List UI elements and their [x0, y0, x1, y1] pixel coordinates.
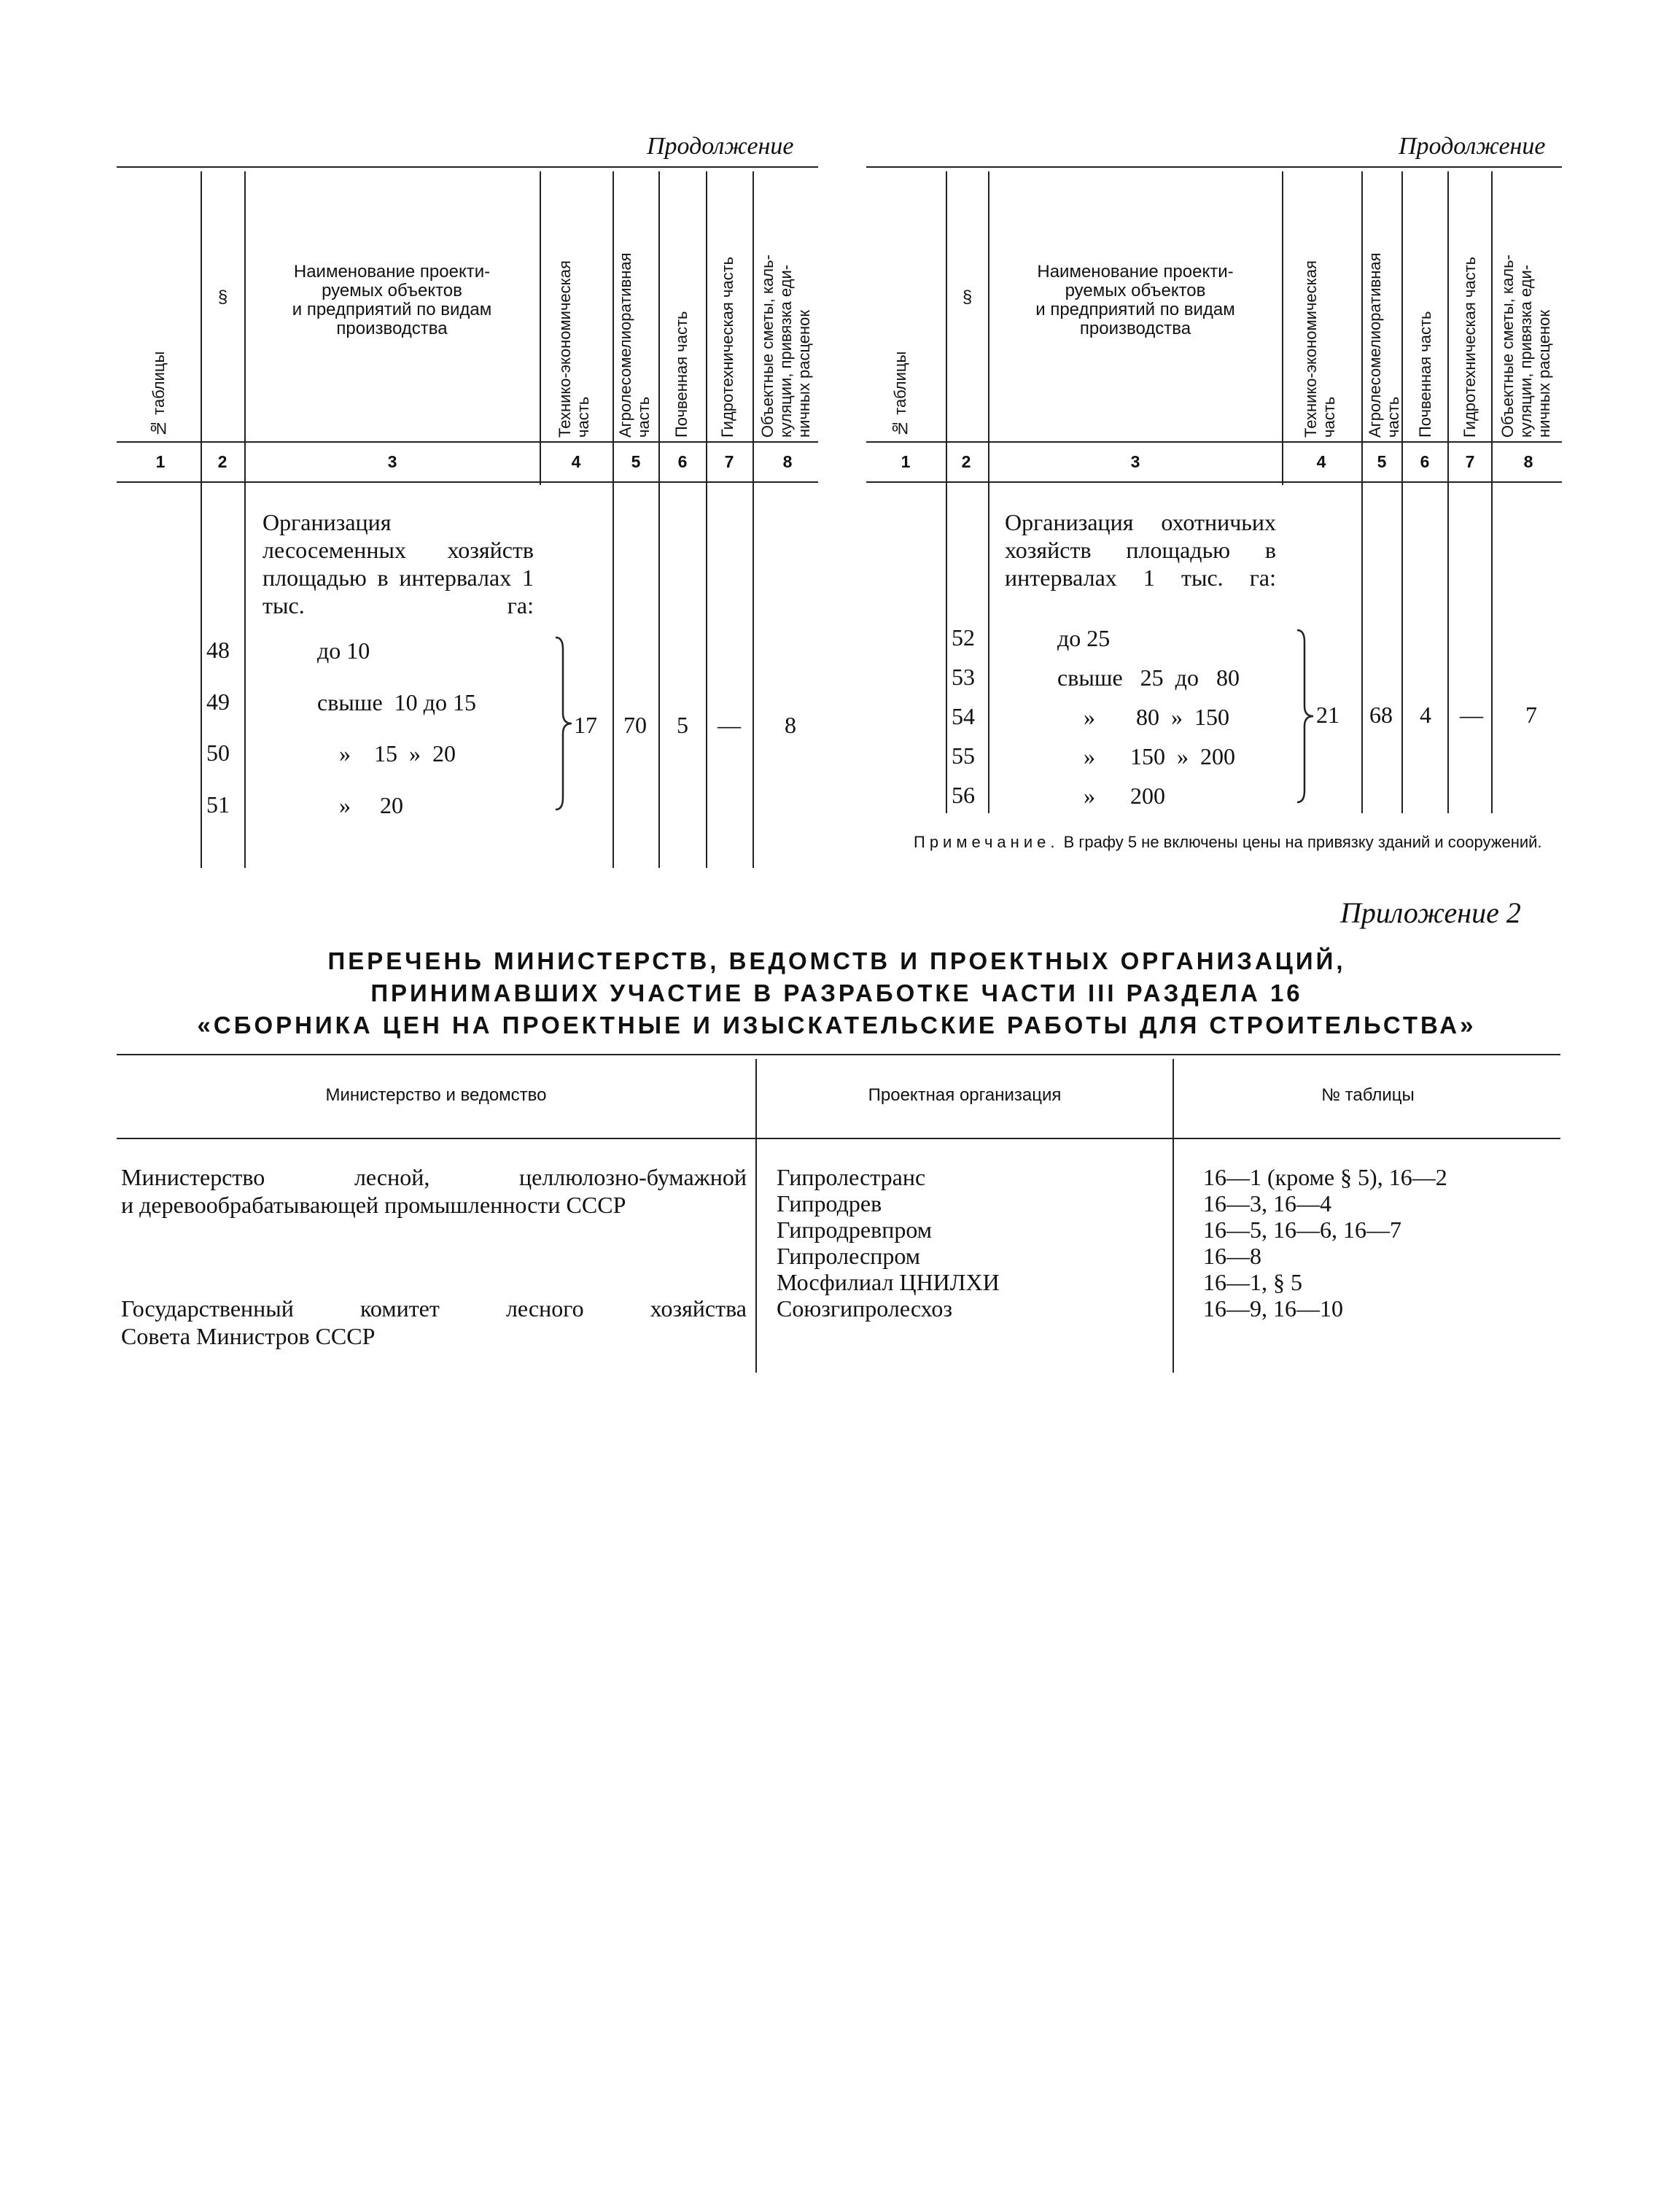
appendix-header-table-no: № таблицы — [1321, 1085, 1415, 1105]
right-table-top-rule — [866, 166, 1562, 168]
left-col-number: 1 — [155, 452, 166, 471]
right-col-number: 8 — [1523, 452, 1533, 471]
left-row-number: 49 — [206, 688, 230, 715]
right-col-number: 5 — [1377, 452, 1387, 471]
right-header-hydro: Гидротехническая часть — [1461, 256, 1479, 438]
right-row-label: » 200 — [1084, 783, 1165, 809]
right-row-number: 54 — [952, 703, 975, 729]
left-value-estimates: 8 — [785, 712, 796, 738]
left-table-header-rule — [117, 441, 818, 443]
right-col-number: 7 — [1465, 452, 1475, 471]
appendix-table-ref: 16—9, 16—10 — [1203, 1295, 1343, 1322]
appendix-header-organization: Проектная организация — [868, 1085, 1062, 1105]
left-header-estimates: Объектные сметы, каль- куляции, привязка еди- ничных расценок — [758, 255, 813, 438]
right-header-section: § — [962, 287, 973, 307]
right-brace — [1294, 627, 1316, 806]
left-row-number: 50 — [206, 740, 230, 766]
right-row-number: 56 — [952, 782, 975, 808]
left-header-section: § — [217, 287, 228, 307]
appendix-table-top-rule — [117, 1054, 1560, 1055]
right-col-number: 1 — [901, 452, 911, 471]
left-col-number: 8 — [782, 452, 793, 471]
left-row-label: » 15 » 20 — [339, 740, 456, 767]
left-table-divider — [201, 171, 202, 868]
left-row-number: 48 — [206, 637, 230, 663]
right-value-tech: 21 — [1316, 702, 1339, 728]
right-value-hydro: — — [1460, 702, 1483, 728]
right-header-agro: Агролесомелиоративная часть — [1366, 252, 1402, 438]
right-col-number: 4 — [1316, 452, 1326, 471]
right-row-label: свыше 25 до 80 — [1057, 664, 1240, 691]
right-col-number: 6 — [1420, 452, 1430, 471]
right-table-divider — [988, 171, 989, 813]
left-table-divider — [706, 171, 707, 868]
left-col-number: 3 — [387, 452, 397, 471]
left-brace — [553, 635, 575, 813]
right-row-number: 53 — [952, 664, 975, 690]
right-value-estimates: 7 — [1525, 702, 1537, 728]
left-value-agro: 70 — [623, 712, 647, 738]
appendix-table-ref: 16—3, 16—4 — [1203, 1190, 1331, 1217]
right-header-tech-econ: Технико-экономическая часть — [1302, 260, 1338, 438]
right-table-divider — [946, 171, 947, 813]
right-table-divider — [1361, 171, 1363, 813]
left-col-number: 5 — [631, 452, 641, 471]
left-header-tech-econ: Технико-экономическая часть — [556, 260, 592, 438]
right-header-estimates: Объектные сметы, каль- куляции, привязка еди- ничных расценок — [1498, 255, 1553, 438]
left-col-number: 6 — [677, 452, 688, 471]
appendix-title-line3: «СБОРНИКА ЦЕН НА ПРОЕКТНЫЕ И ИЗЫСКАТЕЛЬСКИЕ РАБОТЫ ДЛЯ СТРОИТЕЛЬСТВА» — [197, 1012, 1477, 1039]
right-table-divider — [1282, 171, 1283, 485]
appendix-org: Гипродревпром — [777, 1217, 932, 1243]
right-table-note — [914, 833, 1570, 852]
appendix-org: Мосфилиал ЦНИЛХИ — [777, 1269, 1000, 1295]
left-col-number: 2 — [217, 452, 228, 471]
appendix-org: Гипролестранс — [777, 1164, 926, 1190]
appendix-table-divider — [1172, 1059, 1174, 1373]
left-continuation-label: Продолжение — [647, 133, 794, 160]
note-label: Примечание. — [914, 833, 1059, 851]
right-table-divider — [1447, 171, 1449, 813]
left-row-label: свыше 10 до 15 — [317, 689, 476, 715]
left-table-divider — [658, 171, 660, 868]
appendix-table-header-rule — [117, 1138, 1560, 1139]
right-row-label: » 80 » 150 — [1084, 704, 1229, 730]
right-value-soil: 4 — [1420, 702, 1431, 728]
left-table-divider — [612, 171, 614, 868]
note-text: В графу 5 не включены цены на привязку зданий и сооружений. — [1063, 833, 1542, 851]
appendix-table-ref: 16—5, 16—6, 16—7 — [1203, 1217, 1401, 1243]
appendix-org: Союзгипролесхоз — [777, 1295, 953, 1322]
appendix-table-divider — [755, 1059, 757, 1373]
right-row-label: » 150 » 200 — [1084, 743, 1235, 769]
appendix-table-ref: 16—1 (кроме § 5), 16—2 — [1203, 1164, 1447, 1190]
right-row-number: 52 — [952, 624, 975, 651]
left-table-divider — [752, 171, 754, 868]
right-table-numbers-rule — [866, 481, 1562, 483]
appendix-table-ref: 16—1, § 5 — [1203, 1269, 1302, 1295]
appendix-org: Гипродрев — [777, 1190, 882, 1217]
left-value-soil: 5 — [677, 712, 688, 738]
left-table-divider — [540, 171, 541, 485]
left-header-table-no: № таблицы — [149, 351, 168, 438]
right-value-agro: 68 — [1369, 702, 1393, 728]
right-table-divider — [1491, 171, 1493, 813]
appendix-ministry-1: Министерство лесной, целлюлозно-бумажной и деревообрабатывающей промышленности СССР — [121, 1164, 747, 1218]
appendix-ministry-2: Государственный комитет лесного хозяйства Совета Министров СССР — [121, 1295, 747, 1349]
right-header-table-no: № таблицы — [891, 351, 909, 438]
left-header-agro: Агролесомелиоративная часть — [616, 252, 653, 438]
right-table-header-rule — [866, 441, 1562, 443]
left-col-number: 4 — [571, 452, 581, 471]
right-row-label: до 25 — [1057, 625, 1111, 651]
appendix-org: Гипролеспром — [777, 1243, 921, 1269]
right-continuation-label: Продолжение — [1399, 133, 1546, 160]
appendix-title-line2: ПРИНИМАВШИХ УЧАСТИЕ В РАЗРАБОТКЕ ЧАСТИ III РАЗДЕЛА 16 — [370, 979, 1303, 1006]
left-header-object-name: Наименование проекти- руемых объектов и предприятий по видам производства — [292, 262, 492, 338]
left-row-number: 51 — [206, 791, 230, 818]
right-col-number: 2 — [961, 452, 971, 471]
right-header-soil: Почвенная часть — [1416, 311, 1434, 438]
left-intro-text: Организация лесосеменных хозяйств площадью в интервалах 1 тыс. га: — [262, 509, 534, 618]
left-table-numbers-rule — [117, 481, 818, 483]
appendix-label: Приложение 2 — [1340, 896, 1521, 929]
right-row-number: 55 — [952, 742, 975, 769]
appendix-title-line1: ПЕРЕЧЕНЬ МИНИСТЕРСТВ, ВЕДОМСТВ И ПРОЕКТНЫХ ОРГАНИЗАЦИЙ, — [327, 947, 1346, 974]
left-row-label: до 10 — [317, 637, 370, 664]
left-table-top-rule — [117, 166, 818, 168]
left-table-divider — [244, 171, 246, 868]
left-row-label: » 20 — [339, 792, 403, 818]
left-col-number: 7 — [724, 452, 734, 471]
right-header-object-name: Наименование проекти- руемых объектов и предприятий по видам производства — [1035, 262, 1235, 338]
right-intro-text: Организация охотничьих хозяйств площадью в интервалах 1 тыс. га: — [1005, 509, 1276, 591]
left-header-soil: Почвенная часть — [672, 311, 691, 438]
left-value-hydro: — — [718, 712, 741, 738]
appendix-header-ministry: Министерство и ведомство — [325, 1085, 547, 1105]
left-header-hydro: Гидротехническая часть — [718, 256, 736, 438]
appendix-table-ref: 16—8 — [1203, 1243, 1261, 1269]
right-col-number: 3 — [1130, 452, 1140, 471]
left-value-tech: 17 — [574, 712, 597, 738]
